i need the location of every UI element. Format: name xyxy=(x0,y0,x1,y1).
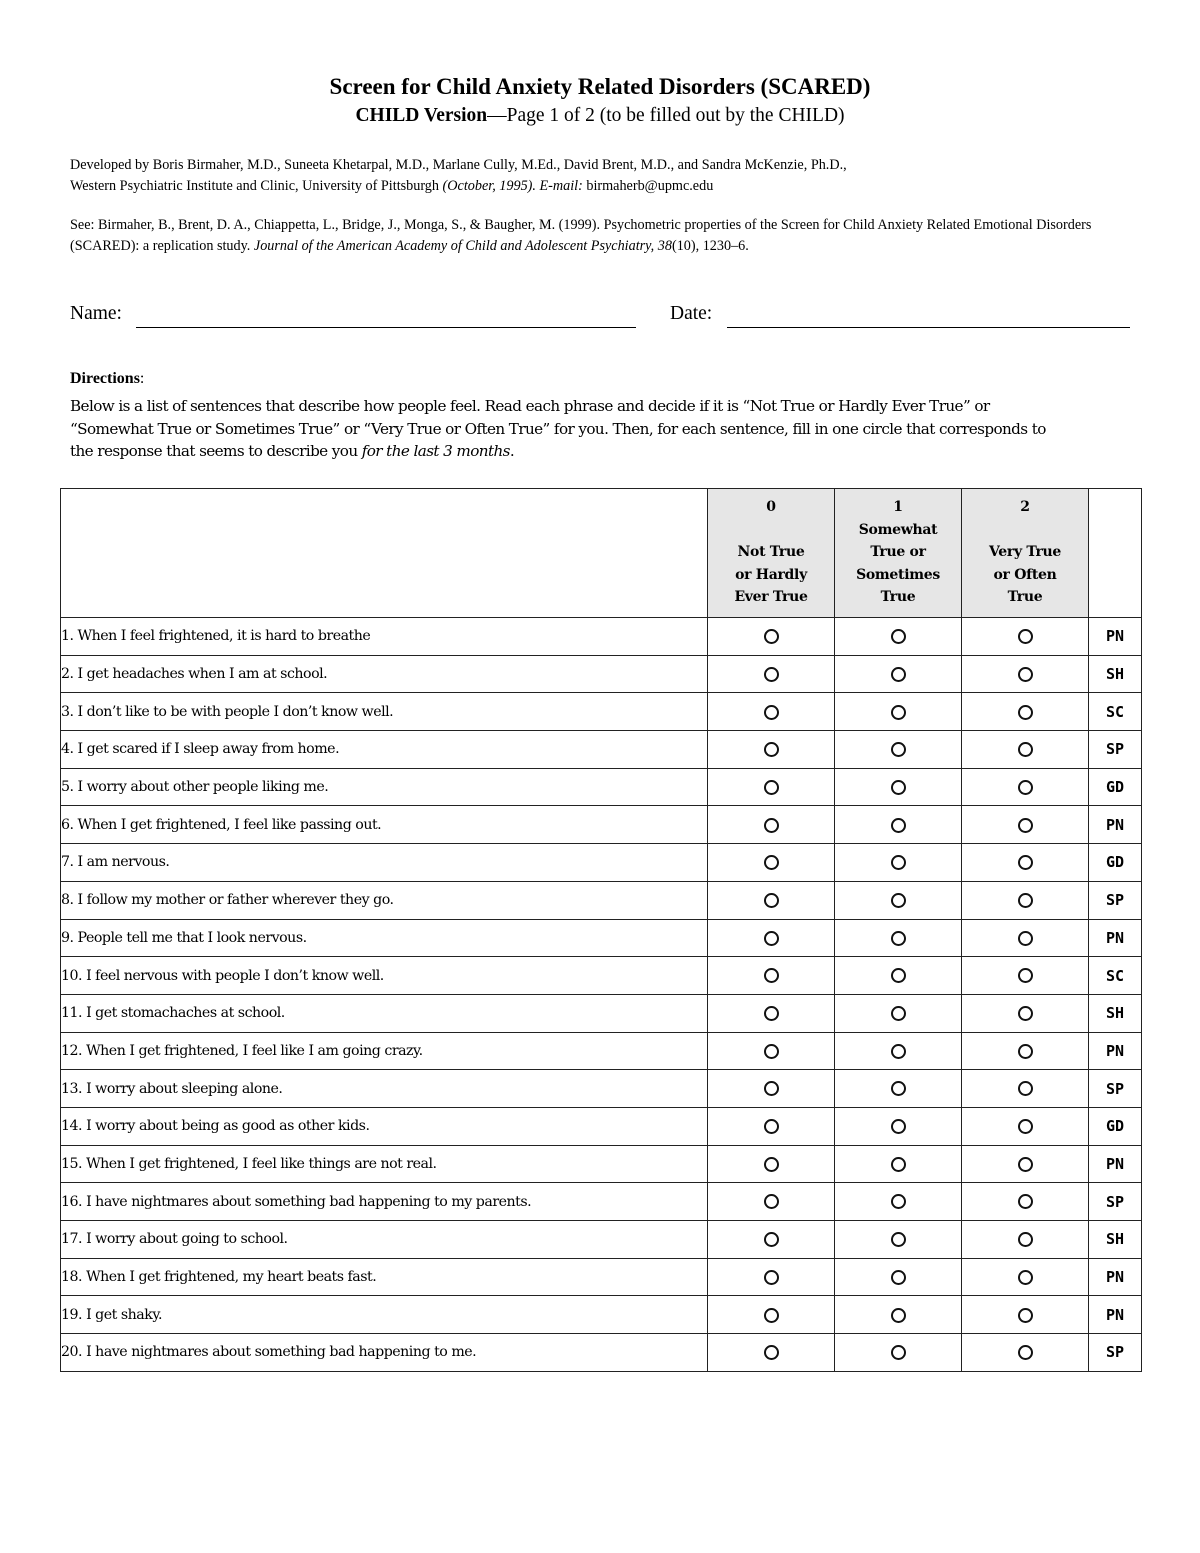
response-circle-radio[interactable] xyxy=(764,742,779,757)
option-cell-0 xyxy=(708,1221,835,1259)
response-circle-radio[interactable] xyxy=(1018,855,1033,870)
response-circle-radio[interactable] xyxy=(1018,931,1033,946)
subscale-code: SH xyxy=(1089,655,1142,693)
subscale-code: SC xyxy=(1089,957,1142,995)
response-circle-radio[interactable] xyxy=(764,893,779,908)
response-circle-radio[interactable] xyxy=(1018,893,1033,908)
question-text: 7. I am nervous. xyxy=(61,844,708,882)
score-label-line: or Hardly xyxy=(735,566,807,583)
score-value: 0 xyxy=(766,499,776,515)
institution-text: Western Psychiatric Institute and Clinic, University of Pittsburgh xyxy=(70,178,443,194)
score-label-line: True or xyxy=(870,544,926,560)
option-cell-0 xyxy=(708,693,835,731)
option-cell-2 xyxy=(962,1183,1089,1221)
option-cell-1 xyxy=(835,1334,962,1372)
question-text: 15. When I get frightened, I feel like things are not real. xyxy=(61,1145,708,1183)
response-circle-radio[interactable] xyxy=(1018,1081,1033,1096)
subscale-code: PN xyxy=(1089,618,1142,656)
option-cell-1 xyxy=(835,1183,962,1221)
option-cell-0 xyxy=(708,1107,835,1145)
name-date-row xyxy=(70,303,1140,331)
score-label-line: Not True xyxy=(737,544,805,560)
question-text: 16. I have nightmares about something bad happening to my parents. xyxy=(61,1183,708,1221)
name-field[interactable] xyxy=(136,327,636,328)
option-cell-0 xyxy=(708,1334,835,1372)
table-row xyxy=(61,919,1142,957)
table-row xyxy=(61,768,1142,806)
subscale-code: GD xyxy=(1089,1107,1142,1145)
score-value: 1 xyxy=(893,499,903,515)
response-circle-radio[interactable] xyxy=(891,1044,906,1059)
option-cell-1 xyxy=(835,693,962,731)
question-text: 10. I feel nervous with people I don’t know well. xyxy=(61,957,708,995)
option-cell-2 xyxy=(962,1107,1089,1145)
citation-pages: (10), 1230–6. xyxy=(671,238,749,254)
response-circle-radio[interactable] xyxy=(891,1345,906,1360)
credits-authors: Developed by Boris Birmaher, M.D., Suneeta Khetarpal, M.D., Marlane Cully, M.Ed., David Brent, M.D., and Sandra McKenzie, Ph.D., xyxy=(70,157,847,173)
response-circle-radio[interactable] xyxy=(891,1081,906,1096)
response-circle-radio[interactable] xyxy=(1018,1270,1033,1285)
subscale-code: SP xyxy=(1089,1183,1142,1221)
score-label-line: Ever True xyxy=(734,589,808,605)
response-circle-radio[interactable] xyxy=(764,1308,779,1323)
score-label-line: True xyxy=(880,589,916,605)
option-cell-2 xyxy=(962,1145,1089,1183)
header-score-2 xyxy=(962,489,1089,618)
directions-text xyxy=(70,395,1070,463)
page-info: —Page 1 of 2 (to be filled out by the CHILD) xyxy=(487,105,845,126)
response-circle-radio[interactable] xyxy=(891,780,906,795)
response-circle-radio[interactable] xyxy=(1018,1194,1033,1209)
response-circle-radio[interactable] xyxy=(1018,1308,1033,1323)
option-cell-0 xyxy=(708,655,835,693)
option-cell-1 xyxy=(835,806,962,844)
response-circle-radio[interactable] xyxy=(764,1232,779,1247)
table-row xyxy=(61,655,1142,693)
email-address: birmaherb@upmc.edu xyxy=(582,178,714,194)
directions-timeframe: for the last 3 months xyxy=(361,442,510,460)
response-circle-radio[interactable] xyxy=(764,629,779,644)
option-cell-1 xyxy=(835,957,962,995)
table-row xyxy=(61,1334,1142,1372)
question-text: 12. When I get frightened, I feel like I am going crazy. xyxy=(61,1032,708,1070)
question-text: 8. I follow my mother or father wherever they go. xyxy=(61,881,708,919)
option-cell-1 xyxy=(835,994,962,1032)
option-cell-0 xyxy=(708,1032,835,1070)
response-circle-radio[interactable] xyxy=(891,629,906,644)
subscale-code: PN xyxy=(1089,1032,1142,1070)
header-score-0 xyxy=(708,489,835,618)
date-label: Date: xyxy=(670,303,713,324)
score-value: 2 xyxy=(1020,499,1030,515)
response-circle-radio[interactable] xyxy=(764,1270,779,1285)
subscale-code: SC xyxy=(1089,693,1142,731)
header-code-blank xyxy=(1089,489,1142,618)
response-circle-radio[interactable] xyxy=(891,931,906,946)
option-cell-2 xyxy=(962,806,1089,844)
header-score-1 xyxy=(835,489,962,618)
response-circle-radio[interactable] xyxy=(891,1232,906,1247)
response-circle-radio[interactable] xyxy=(1018,780,1033,795)
option-cell-1 xyxy=(835,1107,962,1145)
question-text: 13. I worry about sleeping alone. xyxy=(61,1070,708,1108)
score-label-line: or Often xyxy=(993,566,1057,583)
response-circle-radio[interactable] xyxy=(1018,1157,1033,1172)
score-label-line: True xyxy=(1007,589,1043,605)
response-circle-radio[interactable] xyxy=(1018,1044,1033,1059)
subscale-code: GD xyxy=(1089,768,1142,806)
response-circle-radio[interactable] xyxy=(1018,818,1033,833)
response-circle-radio[interactable] xyxy=(1018,705,1033,720)
response-circle-radio[interactable] xyxy=(1018,1119,1033,1134)
question-text: 18. When I get frightened, my heart beats fast. xyxy=(61,1258,708,1296)
option-cell-1 xyxy=(835,1221,962,1259)
response-circle-radio[interactable] xyxy=(764,1044,779,1059)
journal-name: Journal of the American Academy of Child and Adolescent Psychiatry, 38 xyxy=(253,238,672,254)
question-text: 19. I get shaky. xyxy=(61,1296,708,1334)
subscale-code: GD xyxy=(1089,844,1142,882)
directions-body: Below is a list of sentences that describe how people feel. Read each phrase and decide if it is “Not True or Hardly Ever True” or “Somewhat True or Sometimes True” or “Very True or Often True” for you. Then, for each sentence, fill in one circle that corresponds to the response that seems to describe you xyxy=(70,397,1046,460)
question-text: 2. I get headaches when I am at school. xyxy=(61,655,708,693)
table-row xyxy=(61,957,1142,995)
response-circle-radio[interactable] xyxy=(1018,1345,1033,1360)
option-cell-1 xyxy=(835,1070,962,1108)
table-row xyxy=(61,693,1142,731)
option-cell-0 xyxy=(708,994,835,1032)
question-text: 14. I worry about being as good as other kids. xyxy=(61,1107,708,1145)
option-cell-0 xyxy=(708,881,835,919)
option-cell-0 xyxy=(708,1258,835,1296)
option-cell-1 xyxy=(835,1032,962,1070)
subscale-code: PN xyxy=(1089,919,1142,957)
option-cell-2 xyxy=(962,1334,1089,1372)
option-cell-1 xyxy=(835,1258,962,1296)
directions-heading xyxy=(70,370,144,388)
score-label-line: Somewhat xyxy=(858,521,938,538)
table-row xyxy=(61,731,1142,769)
credits-institution xyxy=(70,176,1140,197)
table-row xyxy=(61,1070,1142,1108)
response-circle-radio[interactable] xyxy=(891,1270,906,1285)
subscale-code: SP xyxy=(1089,1070,1142,1108)
table-header-row xyxy=(61,489,1142,618)
directions-heading-text: Directions xyxy=(70,370,140,387)
option-cell-2 xyxy=(962,881,1089,919)
option-cell-1 xyxy=(835,1296,962,1334)
option-cell-1 xyxy=(835,881,962,919)
subscale-code: PN xyxy=(1089,1296,1142,1334)
option-cell-1 xyxy=(835,731,962,769)
question-text: 9. People tell me that I look nervous. xyxy=(61,919,708,957)
option-cell-2 xyxy=(962,994,1089,1032)
subscale-code: SP xyxy=(1089,731,1142,769)
option-cell-0 xyxy=(708,957,835,995)
questions-body xyxy=(61,618,1142,1372)
response-circle-radio[interactable] xyxy=(891,1119,906,1134)
form-title: Screen for Child Anxiety Related Disorders (SCARED) xyxy=(329,74,871,99)
table-row xyxy=(61,1107,1142,1145)
option-cell-0 xyxy=(708,731,835,769)
option-cell-0 xyxy=(708,1070,835,1108)
response-circle-radio[interactable] xyxy=(764,705,779,720)
response-circle-radio[interactable] xyxy=(891,667,906,682)
question-text: 5. I worry about other people liking me. xyxy=(61,768,708,806)
date-email-label: (October, 1995). E-mail: xyxy=(442,178,583,194)
response-circle-radio[interactable] xyxy=(764,818,779,833)
response-circle-radio[interactable] xyxy=(1018,742,1033,757)
question-text: 20. I have nightmares about something bad happening to me. xyxy=(61,1334,708,1372)
response-circle-radio[interactable] xyxy=(891,818,906,833)
option-cell-1 xyxy=(835,919,962,957)
option-cell-2 xyxy=(962,768,1089,806)
table-row xyxy=(61,1183,1142,1221)
subscale-code: SP xyxy=(1089,1334,1142,1372)
option-cell-0 xyxy=(708,844,835,882)
option-cell-0 xyxy=(708,1296,835,1334)
option-cell-2 xyxy=(962,1070,1089,1108)
form-subtitle xyxy=(0,105,1200,127)
option-cell-2 xyxy=(962,957,1089,995)
option-cell-1 xyxy=(835,768,962,806)
score-label-line: Very True xyxy=(988,544,1062,560)
response-circle-radio[interactable] xyxy=(891,893,906,908)
table-row xyxy=(61,1221,1142,1259)
option-cell-2 xyxy=(962,618,1089,656)
response-circle-radio[interactable] xyxy=(891,1006,906,1021)
response-circle-radio[interactable] xyxy=(1018,667,1033,682)
response-circle-radio[interactable] xyxy=(891,968,906,983)
option-cell-1 xyxy=(835,844,962,882)
question-text: 6. When I get frightened, I feel like passing out. xyxy=(61,806,708,844)
score-label-line: Sometimes xyxy=(856,566,940,583)
question-text: 3. I don’t like to be with people I don’t know well. xyxy=(61,693,708,731)
directions-end: . xyxy=(509,442,515,460)
reference-citation xyxy=(70,215,1140,257)
credits xyxy=(70,155,1140,197)
option-cell-2 xyxy=(962,1221,1089,1259)
question-text: 17. I worry about going to school. xyxy=(61,1221,708,1259)
response-circle-radio[interactable] xyxy=(1018,1232,1033,1247)
response-circle-radio[interactable] xyxy=(891,742,906,757)
response-circle-radio[interactable] xyxy=(764,667,779,682)
response-circle-radio[interactable] xyxy=(891,705,906,720)
option-cell-2 xyxy=(962,844,1089,882)
option-cell-2 xyxy=(962,1296,1089,1334)
response-circle-radio[interactable] xyxy=(764,1006,779,1021)
question-text: 1. When I feel frightened, it is hard to breathe xyxy=(61,618,708,656)
response-circle-radio[interactable] xyxy=(764,1194,779,1209)
table-row xyxy=(61,1032,1142,1070)
response-circle-radio[interactable] xyxy=(764,1345,779,1360)
subscale-code: PN xyxy=(1089,806,1142,844)
option-cell-0 xyxy=(708,806,835,844)
option-cell-1 xyxy=(835,1145,962,1183)
table-row xyxy=(61,844,1142,882)
question-text: 11. I get stomachaches at school. xyxy=(61,994,708,1032)
response-circle-radio[interactable] xyxy=(891,1194,906,1209)
subscale-code: SP xyxy=(1089,881,1142,919)
table-row xyxy=(61,1145,1142,1183)
response-circle-radio[interactable] xyxy=(764,931,779,946)
version-label: CHILD Version xyxy=(355,105,488,126)
option-cell-2 xyxy=(962,731,1089,769)
subscale-code: PN xyxy=(1089,1258,1142,1296)
response-circle-radio[interactable] xyxy=(891,1308,906,1323)
subscale-code: PN xyxy=(1089,1145,1142,1183)
option-cell-2 xyxy=(962,1258,1089,1296)
response-circle-radio[interactable] xyxy=(764,855,779,870)
response-circle-radio[interactable] xyxy=(1018,629,1033,644)
response-circle-radio[interactable] xyxy=(764,1081,779,1096)
response-circle-radio[interactable] xyxy=(891,1157,906,1172)
response-circle-radio[interactable] xyxy=(891,855,906,870)
response-circle-radio[interactable] xyxy=(764,780,779,795)
citation-text: See: Birmaher, B., Brent, D. A., Chiappetta, L., Bridge, J., Monga, S., & Baugher, M. (1999). Psychometric properties of the Screen for Child Anxiety Related Emotional Disorders (SCARED): a replication study. xyxy=(70,217,1092,254)
option-cell-2 xyxy=(962,693,1089,731)
option-cell-1 xyxy=(835,655,962,693)
header-blank xyxy=(61,489,708,618)
response-circle-radio[interactable] xyxy=(764,968,779,983)
table-row xyxy=(61,618,1142,656)
table-row xyxy=(61,1296,1142,1334)
date-field[interactable] xyxy=(727,327,1130,328)
table-row xyxy=(61,881,1142,919)
response-circle-radio[interactable] xyxy=(1018,968,1033,983)
option-cell-0 xyxy=(708,919,835,957)
subscale-code: SH xyxy=(1089,1221,1142,1259)
table-row xyxy=(61,994,1142,1032)
questionnaire-table xyxy=(60,488,1142,1372)
response-circle-radio[interactable] xyxy=(764,1157,779,1172)
score-label-line xyxy=(962,519,1088,542)
response-circle-radio[interactable] xyxy=(1018,1006,1033,1021)
question-text: 4. I get scared if I sleep away from home. xyxy=(61,731,708,769)
option-cell-2 xyxy=(962,655,1089,693)
score-label-line xyxy=(708,519,834,542)
option-cell-2 xyxy=(962,1032,1089,1070)
table-row xyxy=(61,806,1142,844)
subscale-code: SH xyxy=(1089,994,1142,1032)
option-cell-0 xyxy=(708,1145,835,1183)
response-circle-radio[interactable] xyxy=(764,1119,779,1134)
name-label: Name: xyxy=(70,303,122,324)
option-cell-0 xyxy=(708,1183,835,1221)
option-cell-2 xyxy=(962,919,1089,957)
option-cell-1 xyxy=(835,618,962,656)
directions-colon: : xyxy=(139,370,145,387)
option-cell-0 xyxy=(708,768,835,806)
table-row xyxy=(61,1258,1142,1296)
option-cell-0 xyxy=(708,618,835,656)
